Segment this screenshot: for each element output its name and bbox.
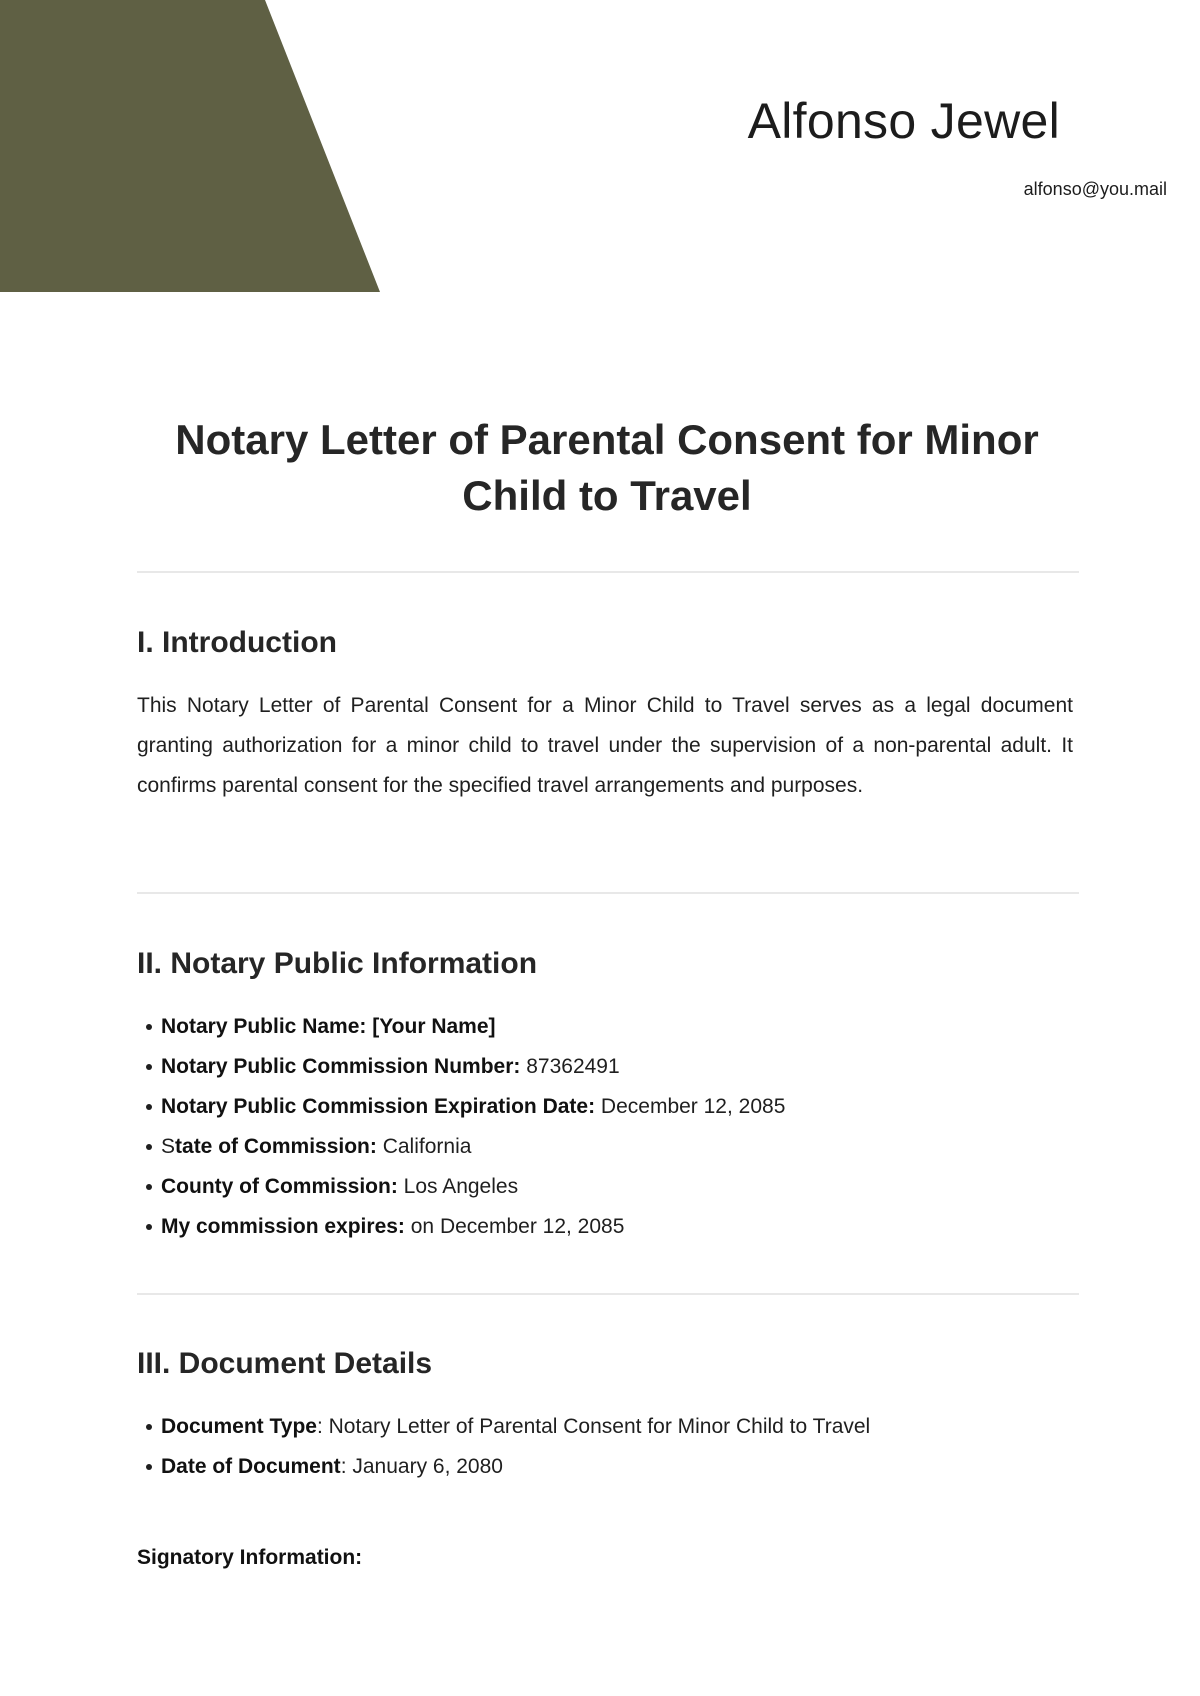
list-item: [137, 1127, 785, 1167]
bullet-icon: [146, 1104, 152, 1110]
list-item: [137, 1087, 785, 1127]
introduction-paragraph: This Notary Letter of Parental Consent for a Minor Child to Travel serves as a legal document granting authorization for a minor child to travel under the supervision of a non-parental adult. It confirms parental consent for the specified travel arrangements and purposes.: [137, 694, 1073, 797]
bullet-icon: [146, 1064, 152, 1070]
item-value: 87362491: [520, 1055, 620, 1078]
divider: [137, 1293, 1079, 1295]
bullet-icon: [146, 1224, 152, 1230]
item-label: My commission expires:: [161, 1215, 405, 1238]
list-item: [137, 1047, 785, 1087]
bullet-icon: [146, 1024, 152, 1030]
author-email: alfonso@you.mail: [1023, 179, 1167, 199]
divider: [137, 892, 1079, 894]
notary-info-list: [137, 1007, 785, 1247]
item-value: : Notary Letter of Parental Consent for Minor Child to Travel: [316, 1415, 871, 1438]
item-label: Notary Public Name: [Your Name]: [161, 1015, 496, 1038]
bullet-icon: [146, 1424, 152, 1430]
document-details-list: [137, 1407, 870, 1487]
list-item: [137, 1447, 870, 1487]
section-heading-document-details: III. Document Details: [137, 1347, 433, 1380]
item-label: County of Commission:: [161, 1175, 398, 1198]
item-value: : January 6, 2080: [340, 1455, 503, 1478]
author-name: Alfonso Jewel: [747, 93, 1060, 149]
item-label: Document Type: [161, 1415, 317, 1438]
item-value: California: [376, 1135, 472, 1158]
bullet-icon: [146, 1144, 152, 1150]
item-prefix: S: [161, 1135, 176, 1158]
item-value: December 12, 2085: [595, 1095, 786, 1118]
bullet-icon: [146, 1464, 152, 1470]
document-title: Notary Letter of Parental Consent for Minor Child to Travel: [175, 416, 1039, 519]
item-label: Notary Public Commission Expiration Date:: [161, 1095, 596, 1118]
list-item: [137, 1207, 785, 1247]
list-item: [137, 1167, 785, 1207]
list-item: [137, 1007, 785, 1047]
item-value: Los Angeles: [397, 1175, 519, 1198]
header-accent-shape: [0, 0, 380, 292]
signatory-info-heading: Signatory Information:: [137, 1546, 363, 1569]
section-heading-introduction: I. Introduction: [137, 626, 337, 659]
item-value: on December 12, 2085: [404, 1215, 625, 1238]
item-label: tate of Commission:: [175, 1135, 377, 1158]
section-heading-notary-info: II. Notary Public Information: [137, 947, 538, 980]
divider: [137, 571, 1079, 573]
item-label: Notary Public Commission Number:: [161, 1055, 521, 1078]
list-item: [137, 1407, 870, 1447]
bullet-icon: [146, 1184, 152, 1190]
item-label: Date of Document: [161, 1455, 341, 1478]
